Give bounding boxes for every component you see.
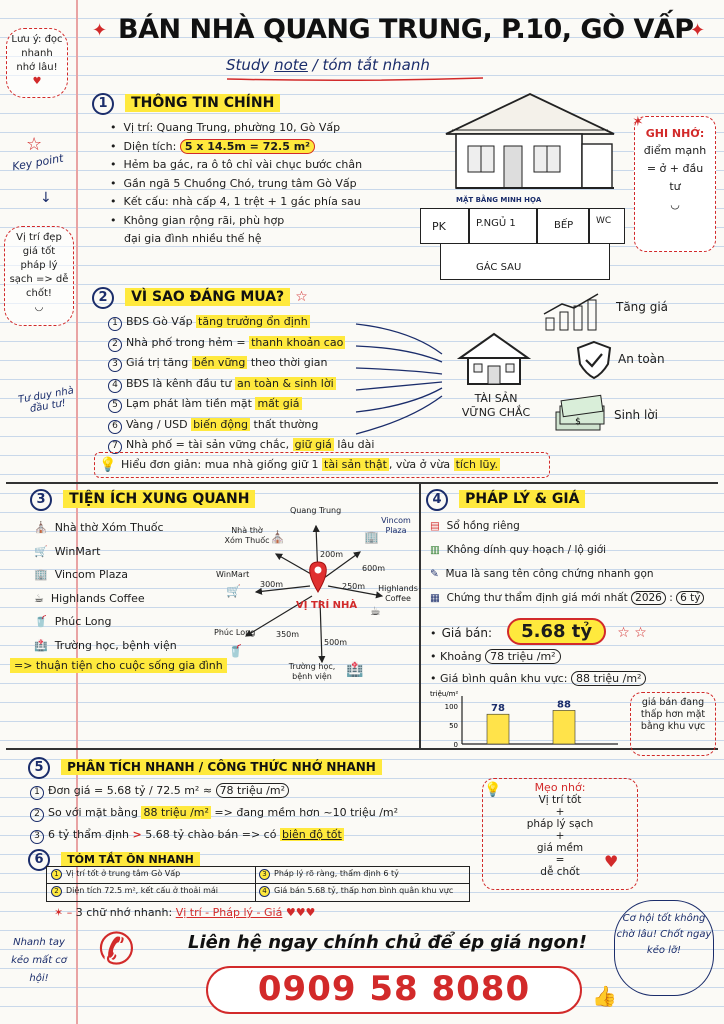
heart-icon: ♥ (604, 852, 619, 871)
list-item: • Vị trí: Quang Trung, phường 10, Gò Vấp (110, 121, 341, 134)
phone-icon: ✆ (98, 924, 135, 975)
section-2-arrows (350, 316, 450, 446)
amenity-list (34, 516, 177, 657)
map-church-label: Nhà thờ Xóm Thuốc (224, 526, 270, 545)
section-4-header (426, 488, 585, 511)
section-5-header (28, 756, 382, 779)
map-vincom-label: Vincom Plaza (381, 516, 411, 535)
section-1-list (110, 119, 362, 249)
asset-label: TÀI SẢN VỮNG CHẮC (461, 392, 531, 419)
map-book-icon: ▥ (430, 544, 440, 556)
section-3-number: 3 (30, 489, 52, 511)
amenity-item: ⛪ Nhà thờ Xóm Thuốc (34, 521, 164, 534)
cta-cloud: Cơ hội tốt không chờ lâu! Chốt ngay kẻo lỡ! (614, 900, 714, 996)
map-center-label: VỊ TRÍ NHÀ (296, 600, 358, 611)
note-tu-duy: Tư duy nhà đầu tư! (17, 385, 75, 415)
coffee-icon: ☕ (34, 591, 44, 605)
meo-nho-box (482, 778, 638, 890)
arrow-down-icon: ↓ (40, 190, 52, 206)
map-d350: 350m (276, 630, 300, 639)
map-cup-icon: 🥤 (228, 644, 243, 658)
page-subtitle (226, 56, 430, 74)
floor-plan-title: MẶT BẰNG MINH HỌA (456, 196, 542, 204)
map-vincom-icon: 🏢 (364, 530, 379, 544)
section-2-number: 2 (92, 287, 114, 309)
meo-nho-title: Mẹo nhớ: (534, 781, 586, 794)
key-point-star-icon: ☆ (26, 134, 43, 155)
reason-item: 4 BĐS là kênh đầu tư an toàn & sinh lời (108, 374, 374, 395)
note-vi-tri-dep: Vị trí đẹp giá tốt pháp lý sạch => dễ chốt! ◡ (4, 226, 74, 326)
lightbulb-icon: 💡 (99, 457, 117, 473)
map-d600: 600m (362, 564, 386, 573)
list-item: • Gần ngã 5 Chuồng Chó, trung tâm Gò Vấp (110, 176, 357, 190)
section-1-header (92, 92, 280, 115)
map-school-label: Trường học, bệnh viện (288, 662, 336, 681)
phone-number[interactable]: 0909 58 8080 (206, 966, 582, 1014)
star-icon: ☆ (295, 289, 308, 305)
cup-icon: 🥤 (34, 615, 48, 628)
section-2-list (108, 312, 374, 456)
subtitle-note: note (274, 56, 308, 74)
subtitle-study: Study (226, 56, 270, 74)
house-sketch-icon (440, 88, 620, 198)
section-6-title: TÓM TẮT ÔN NHANH (61, 852, 200, 867)
ghi-nho-body: điểm mạnh = ở + đầu tư (643, 144, 707, 193)
amenity-item: 🛒 WinMart (34, 544, 101, 558)
label-an-toan: An toàn (618, 352, 665, 366)
lightbulb-icon: 💡 (484, 782, 502, 798)
section-5-number: 5 (28, 757, 50, 779)
ghi-nho-star-icon: ✶ (632, 114, 644, 130)
legal-item: ▥ Không dính quy hoạch / lộ giới (430, 544, 607, 556)
document-icon: ▤ (430, 520, 440, 532)
summary-grid (46, 866, 470, 902)
list-item: • Kết cấu: nhà cấp 4, 1 trệt + 1 gác phía sau (110, 195, 361, 208)
cert-year: 2026 (631, 591, 666, 605)
label-sinh-loi: Sinh lời (614, 408, 658, 422)
room-pk: PK (432, 220, 446, 233)
price-row: • Giá bán: 5.68 tỷ ☆ ☆ (430, 618, 647, 645)
meo-nho-line: dễ chốt (540, 866, 580, 878)
reason-item: 6 Vàng / USD biến động thất thường (108, 415, 374, 436)
summary-cell: 3 Pháp lý rõ ràng, thẩm định 6 tỷ (259, 869, 399, 880)
meo-nho-line: pháp lý sạch (526, 818, 594, 830)
cta-text: Liên hệ ngay chính chủ để ép giá ngon! (188, 932, 587, 953)
summary-cell: 1 Vị trí tốt ở trung tâm Gò Vấp (51, 869, 180, 880)
map-qt-label: Quang Trung (290, 506, 342, 515)
legal-item: ▤ Sổ hồng riêng (430, 520, 520, 532)
label-tang-gia: Tăng giá (616, 300, 669, 314)
title-star-left: ✦ (92, 20, 108, 41)
reason-item: 2 Nhà phố trong hẻm = thanh khoản cao (108, 333, 374, 354)
amenity-item: 🏢 Vincom Plaza (34, 568, 128, 581)
note-luu-y: Lưu ý: đọc nhanh nhớ lâu! ♥ (6, 28, 68, 98)
pen-icon: ✎ (430, 568, 439, 580)
cart-icon: 🛒 (34, 544, 48, 558)
price-note: giá bán đang thấp hơn mặt bằng khu vực (630, 692, 716, 756)
avg-row: • Giá bình quân khu vực: 88 triệu /m² (430, 672, 646, 685)
list-item: • Không gian rộng rãi, phù hợp (110, 213, 285, 227)
certificate-icon: ▦ (430, 592, 440, 604)
amenity-item: ☕ Highlands Coffee (34, 591, 145, 605)
map-d200: 200m (320, 550, 344, 559)
list-item-area: • Diện tích: 5 x 14.5m = 72.5 m² (110, 138, 362, 157)
section-3-title: TIỆN ÍCH XUNG QUANH (63, 490, 255, 508)
subtitle-rest: / tóm tắt nhanh (312, 56, 430, 74)
shield-icon (576, 340, 612, 380)
meo-nho-line: giá mềm (536, 842, 584, 854)
chart-y-tick: 0 (453, 741, 458, 749)
home-icon (454, 330, 534, 386)
summary-cell: 4 Giá bán 5.68 tỷ, thấp hơn bình quân khu vực (259, 886, 453, 897)
map-phuclong-label: Phúc Long (214, 628, 256, 637)
meo-nho-line: + (555, 806, 565, 818)
divider-vertical (419, 482, 421, 748)
price-value: 5.68 tỷ (507, 618, 606, 645)
chart-y-label: triệu/m² (430, 690, 459, 698)
money-icon (552, 392, 608, 436)
building-icon: 🏢 (34, 568, 48, 581)
thumbs-up-icon: 👍 (592, 984, 617, 1008)
map-church-icon: ⛪ (270, 530, 285, 544)
chart-y-tick: 50 (449, 721, 458, 730)
note-key-point: Key point (11, 151, 65, 174)
section-1-number: 1 (92, 93, 114, 115)
price-chart (428, 690, 624, 754)
map-cart-icon: 🛒 (226, 584, 241, 598)
map-d500: 500m (324, 638, 348, 647)
section-4-title: PHÁP LÝ & GIÁ (459, 490, 585, 508)
divider (6, 482, 718, 484)
chart-data-label: 88 (557, 699, 571, 711)
room-wc: WC (596, 216, 612, 226)
section-1-title: THÔNG TIN CHÍNH (125, 94, 280, 112)
analysis-line-2: 2 So với mặt bằng 88 triệu /m² => đang mềm hơn ~10 triệu /m² (30, 802, 398, 824)
remember-line: ✶ – 3 chữ nhớ nhanh: Vị trí - Pháp lý - Giá ♥♥♥ (54, 906, 316, 919)
map-d300: 300m (260, 580, 284, 589)
map-winmart-label: WinMart (216, 570, 250, 579)
list-item: đại gia đình nhiều thế hệ (124, 232, 262, 245)
legal-item: ▦ Chứng thư thẩm định giá mới nhất 2026 : 6 tỷ (430, 586, 704, 610)
stars-icon: ☆ ☆ (617, 625, 647, 641)
analysis-line-1: 1 Đơn giá = 5.68 tỷ / 72.5 m² ≈ 78 triệu /m² (30, 780, 398, 802)
reason-item: 7 Nhà phố = tài sản vững chắc, giữ giá lâu dài (108, 435, 374, 456)
map-hospital-icon: 🏥 (346, 662, 364, 678)
subtitle-underline (225, 76, 485, 82)
meo-nho-line: Vị trí tốt (538, 794, 582, 806)
khoang-value: 78 triệu /m² (485, 649, 560, 664)
section-4-number: 4 (426, 489, 448, 511)
section-2-title: VÌ SAO ĐÁNG MUA? (125, 288, 290, 306)
amenity-item: 🥤 Phúc Long (34, 615, 112, 628)
reason-item: 5 Lạm phát làm tiền mặt mất giá (108, 394, 374, 415)
reason-item: 1 BĐS Gò Vấp tăng trưởng ổn định (108, 312, 374, 333)
reason-item: 3 Giá trị tăng bền vững theo thời gian (108, 353, 374, 374)
note-nhanh-tay: Nhanh tay kẻo mất cơ hội! (11, 937, 67, 984)
church-icon: ⛪ (34, 521, 48, 534)
section-5-title: PHÂN TÍCH NHANH / CÔNG THỨC NHỚ NHANH (61, 759, 382, 775)
room-gac-sau: GÁC SAU (476, 262, 522, 273)
area-value: 5 x 14.5m = 72.5 m² (180, 139, 315, 154)
chart-bar (553, 710, 575, 744)
meo-nho-line: + (555, 830, 565, 842)
analysis-list (30, 780, 398, 846)
chart-y-tick: 100 (444, 702, 458, 711)
section-6-number: 6 (28, 849, 50, 871)
amenity-item: 🏥 Trường học, bệnh viện (34, 638, 177, 652)
map-d250: 250m (342, 582, 366, 591)
legal-item: ✎ Mua là sang tên công chứng nhanh gọn (430, 568, 654, 580)
khoang-row: • Khoảng 78 triệu /m² (430, 650, 561, 663)
price-label: Giá bán: (441, 626, 493, 640)
page-title: BÁN NHÀ QUANG TRUNG, P.10, GÒ VẤP (118, 14, 694, 45)
smile-icon: ◡ (670, 198, 680, 211)
chart-data-label: 78 (491, 703, 505, 715)
avg-value: 88 triệu /m² (571, 671, 646, 686)
title-star-right: ✦ (690, 20, 706, 41)
room-bedroom: P.NGỦ 1 (476, 218, 516, 229)
ghi-nho-box (634, 116, 716, 252)
svg-text:$: $ (575, 417, 581, 427)
ghi-nho-title: GHI NHỚ: (645, 127, 705, 140)
map-coffee-icon: ☕ (370, 604, 381, 618)
legal-list (430, 514, 704, 610)
list-item: • Hẻm ba gác, ra ô tô chỉ vài chục bước chân (110, 158, 363, 171)
meo-nho-line: = (555, 854, 565, 866)
chart-bar (487, 714, 509, 744)
room-kitchen: BẾP (554, 220, 574, 231)
map-highlands-label: Highlands Coffee (378, 584, 418, 603)
bar-growth-icon (540, 292, 610, 332)
cert-value: 6 tỷ (676, 591, 704, 605)
floor-plan (420, 196, 625, 284)
hospital-icon: 🏥 (34, 638, 48, 652)
amenity-conclusion: => thuận tiện cho cuộc sống gia đình (10, 658, 227, 673)
section-2-header (92, 286, 308, 309)
summary-cell: 2 Diện tích 72.5 m², kết cấu ở thoải mái (51, 886, 218, 897)
section-2-summary: 💡 Hiểu đơn giản: mua nhà giống giữ 1 tài sản thật , vừa ở vừa tích lũy. (94, 452, 550, 478)
analysis-line-3: 3 6 tỷ thẩm định > 5.68 tỷ chào bán => có biên độ tốt (30, 824, 398, 846)
